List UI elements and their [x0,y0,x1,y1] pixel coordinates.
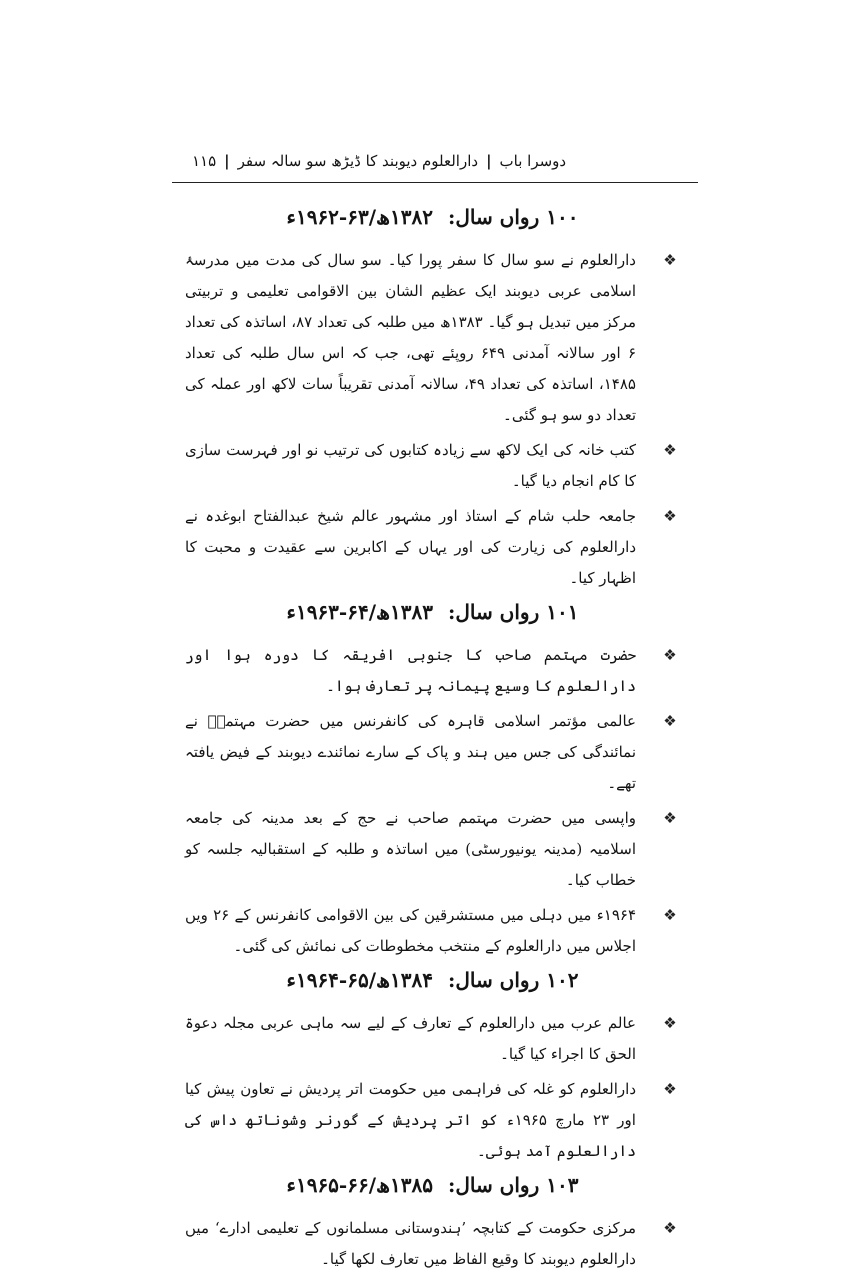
year-value: ۱۳۸۳ھ/۶۴-۱۹۶۳ء [286,600,433,624]
year-value: ۱۳۸۵ھ/۶۶-۱۹۶۵ء [286,1173,433,1197]
year-heading [185,1173,680,1197]
item-text: جامعہ حلب شام کے استاذ اور مشہور عالم شیخ عبدالفتاح ابوغدہ نے دارالعلوم کی زیارت کی اور یہاں کے اکابرین سے عقیدت و محبت کا اظہار کیا۔ [185,507,636,587]
diamond-bullet-icon: ❖ [663,646,677,664]
year-value: ۱۳۸۲ھ/۶۳-۱۹۶۲ء [286,205,433,229]
year-section [185,600,680,962]
diamond-bullet-icon: ❖ [663,712,677,730]
diamond-bullet-icon: ❖ [663,906,677,924]
chapter-label: دوسرا باب [499,152,567,170]
diamond-bullet-icon: ❖ [663,251,677,269]
list-item [185,1008,680,1070]
year-label: ۱۰۳ رواں سال: [447,1173,579,1197]
diamond-bullet-icon: ❖ [663,1014,677,1032]
diamond-bullet-icon: ❖ [663,1219,677,1237]
list-item [185,640,680,702]
bullet-list [185,1213,680,1275]
diamond-bullet-icon: ❖ [663,1080,677,1098]
running-header [192,152,670,170]
diamond-bullet-icon: ❖ [663,507,677,525]
bullet-list [185,640,680,962]
item-text: دارالعلوم کو غلہ کی فراہمی میں حکومت اتر پردیش نے تعاون پیش کیا اور ۲۳ مارچ ۱۹۶۵ء کو اتر پردیش کے گورنر وشوناتھ داس کی دارالعلوم آمد ہوئی۔ [185,1080,636,1160]
page-number: ۱۱۵ [192,152,217,170]
book-title: دارالعلوم دیوبند کا ڈیڑھ سو سالہ سفر [237,152,479,170]
year-heading [185,600,680,624]
header-rule [172,182,698,183]
year-label: ۱۰۲ رواں سال: [447,968,579,992]
year-value: ۱۳۸۴ھ/۶۵-۱۹۶۴ء [286,968,433,992]
list-item [185,900,680,962]
list-item [185,1074,680,1167]
bullet-list [185,245,680,594]
item-text: کتب خانہ کی ایک لاکھ سے زیادہ کتابوں کی ترتیب نو اور فہرست سازی کا کام انجام دیا گیا۔ [185,441,636,490]
item-text: عالمی مؤتمر اسلامی قاہرہ کی کانفرنس میں حضرت مہتممؒ نے نمائندگی کی جس میں ہند و پاک کے سارے نمائندے دیوبند کے فیض یافتہ تھے۔ [185,712,636,792]
year-label: ۱۰۱ رواں سال: [447,600,579,624]
year-heading [185,205,680,229]
list-item [185,1213,680,1275]
list-item [185,501,680,594]
item-text: دارالعلوم نے سو سال کا سفر پورا کیا۔ سو سال کی مدت میں مدرسۂ اسلامی عربی دیوبند ایک عظیم الشان بین الاقوامی تعلیمی و تربیتی مرکز میں تبدیل ہو گیا۔ ۱۳۸۳ھ میں طلبہ کی تعداد ۸۷، اساتذہ کی تعداد ۶ اور سالانہ آمدنی ۶۴۹ روپئے تھی، جب کہ اس سال طلبہ کی تعداد ۱۴۸۵، اساتذہ کی تعداد ۴۹، سالانہ آمدنی تقریباً سات لاکھ اور عملہ کی تعداد دو سو ہو گئی۔ [185,251,637,424]
year-label: ۱۰۰ رواں سال: [447,205,579,229]
year-section [185,205,680,594]
year-heading [185,968,680,992]
bullet-list [185,1008,680,1167]
list-item [185,245,680,431]
year-section [185,968,680,1167]
item-text: مرکزی حکومت کے کتابچہ ’ہندوستانی مسلمانوں کے تعلیمی ادارے‘ میں دارالعلوم دیوبند کا وقیع الفاظ میں تعارف لکھا گیا۔ [185,1219,636,1268]
list-item [185,706,680,799]
item-text: واپسی میں حضرت مہتمم صاحب نے حج کے بعد مدینہ کی جامعہ اسلامیہ (مدینہ یونیورسٹی) میں اساتذہ و طلبہ کے استقبالیہ جلسہ کو خطاب کیا۔ [185,809,636,889]
diamond-bullet-icon: ❖ [663,441,677,459]
item-text: ۱۹۶۴ء میں دہلی میں مستشرقین کی بین الاقوامی کانفرنس کے ۲۶ ویں اجلاس میں دارالعلوم کے منتخب مخطوطات کی نمائش کی گئی۔ [185,906,637,955]
diamond-bullet-icon: ❖ [663,809,677,827]
item-text: حضرت مہتمم صاحب کا جنوبی افریقہ کا دورہ ہوا اور دارالعلوم کا وسیع پیمانہ پر تعارف ہوا۔ [185,646,636,695]
header-separator: | [486,152,492,170]
item-text: عالم عرب میں دارالعلوم کے تعارف کے لیے سہ ماہی عربی مجلہ دعوۃ الحق کا اجراء کیا گیا۔ [185,1014,636,1063]
list-item [185,435,680,497]
year-section [185,1173,680,1275]
page-content [185,205,680,1281]
list-item [185,803,680,896]
header-separator: | [224,152,230,170]
